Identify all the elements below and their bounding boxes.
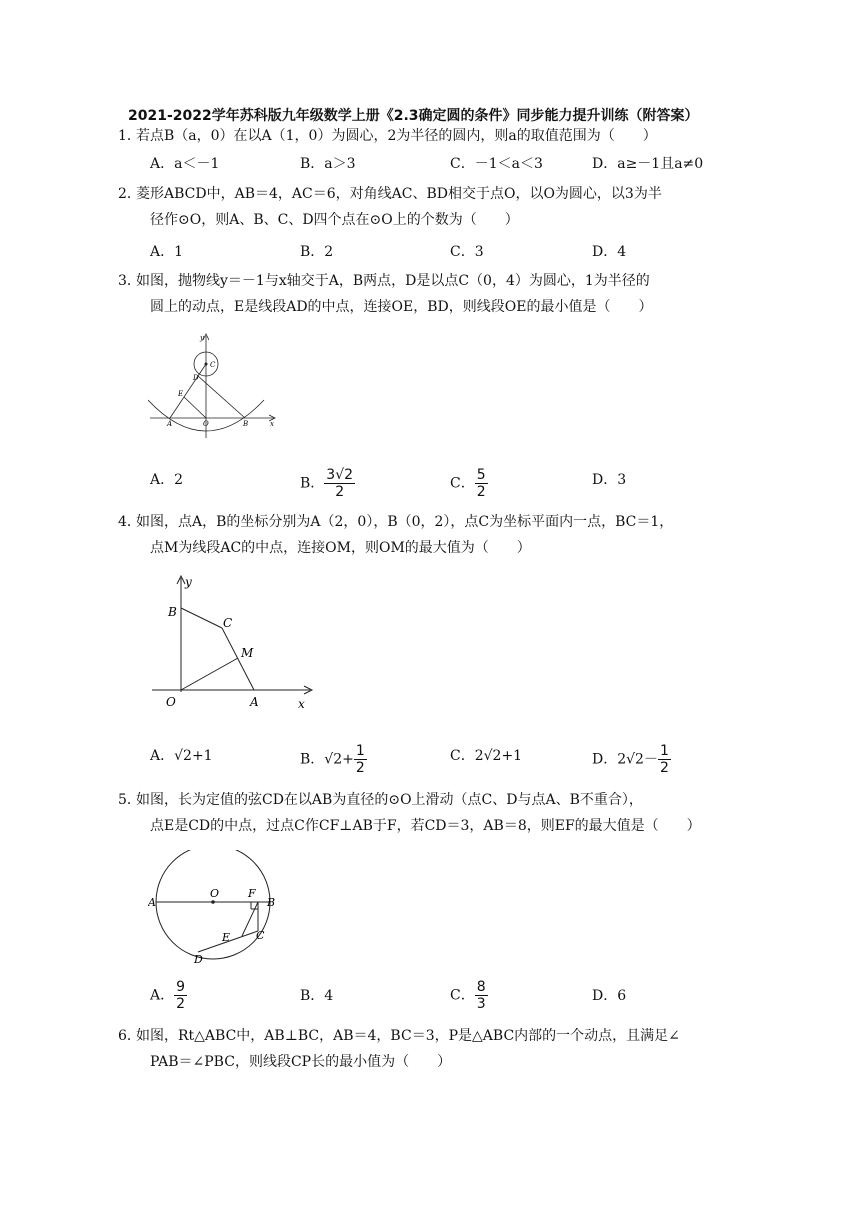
option-b[interactable]: B．√2+ $\frac{1}{2}$ [300, 743, 365, 776]
option-c[interactable]: C．－1＜a＜3 [450, 156, 543, 172]
question-text: 若点B（a，0）在以A（1，0）为圆心，2为半径的圆内，则a的取值范围为（ ） [136, 128, 657, 144]
fig-label-e: E [178, 390, 184, 398]
question-1 [118, 123, 748, 149]
option-b[interactable]: B．a＞3 [300, 156, 356, 172]
question-text: 如图，抛物线y＝－1与x轴交于A，B两点，D是以点C（0，4）为圆心，1为半径的 [136, 273, 650, 289]
fraction-numerator: 9 [176, 979, 186, 995]
option-a[interactable]: A． $\frac{9}{2}$ [150, 979, 186, 1012]
question-text-continued: PAB＝∠PBC，则线段CP长的最小值为（ ） [150, 1054, 452, 1070]
option-b[interactable]: B．2 [300, 244, 334, 260]
option-a[interactable]: A．√2+1 [150, 748, 213, 764]
question-5-options [150, 976, 750, 1016]
fig-label-c: C [210, 361, 216, 369]
fraction-numerator: 1 [659, 743, 669, 759]
question-text: 如图，点A，B的坐标分别为A（2，0），B（0，2），点C为坐标平面内一点，BC＝1， [136, 514, 674, 530]
fig-label-o: O [210, 887, 220, 900]
question-text: 菱形ABCD中，AB＝4，AC＝6，对角线AC、BD相交于点O，以O为圆心，以3为半 [136, 186, 662, 202]
fig-label-c: C [256, 929, 265, 942]
question-text: 如图，长为定值的弦CD在以AB为直径的⊙O上滑动（点C、D与点A、B不重合）， [136, 792, 643, 808]
option-d[interactable]: D．6 [592, 988, 627, 1004]
fraction-denominator: 2 [355, 760, 365, 776]
fig-label-a: A [148, 896, 156, 909]
fraction-denominator: 2 [659, 760, 669, 776]
option-b[interactable]: B．4 [300, 988, 334, 1004]
question-2-options [150, 239, 750, 269]
option-c[interactable]: C． $\frac{5}{2}$ [450, 467, 486, 500]
fig-label-x: x [270, 420, 274, 428]
fraction-denominator: 3 [476, 996, 486, 1012]
option-b[interactable]: B． $\frac{3√2}{2}$ [300, 467, 354, 500]
option-c[interactable]: C． $\frac{8}{3}$ [450, 979, 486, 1012]
fig-label-x: x [298, 697, 305, 711]
fig-label-o: O [203, 420, 209, 428]
fraction-denominator: 2 [476, 484, 486, 500]
fraction-denominator: 2 [335, 484, 345, 500]
figure-circle-chord [148, 850, 278, 968]
question-number: 1． [118, 128, 141, 144]
question-text-continued: 点E是CD的中点，过点C作CF⊥AB于F，若CD＝3，AB＝8，则EF的最大值是（ ） [150, 818, 701, 834]
option-d[interactable]: D．4 [592, 244, 627, 260]
fraction-numerator: 5 [476, 467, 486, 483]
fig-label-b: B [243, 420, 249, 428]
option-c[interactable]: C．2√2+1 [450, 748, 523, 764]
fig-label-d: D [194, 953, 203, 966]
fig-label-y: y [185, 575, 192, 589]
question-5 [118, 787, 748, 839]
document-title: 2021-2022学年苏科版九年级数学上册《2.3确定圆的条件》同步能力提升训练（附答案） [128, 108, 699, 124]
question-6 [118, 1023, 748, 1075]
question-text-continued: 圆上的动点，E是线段AD的中点，连接OE，BD，则线段OE的最小值是（ ） [150, 299, 653, 315]
fraction-numerator: 1 [355, 743, 365, 759]
fraction-numerator: 8 [476, 979, 486, 995]
question-number: 2． [118, 186, 141, 202]
fig-label-a: A [167, 420, 173, 428]
fig-label-f: F [248, 887, 256, 900]
question-number: 5． [118, 792, 141, 808]
question-text-continued: 径作⊙O，则A、B、C、D四个点在⊙O上的个数为（ ） [150, 212, 519, 228]
fig-label-a: A [250, 695, 259, 709]
question-text-continued: 点M为线段AC的中点，连接OM，则OM的最大值为（ ） [150, 540, 531, 556]
question-number: 4． [118, 514, 141, 530]
question-3 [118, 268, 748, 320]
fraction-denominator: 2 [176, 996, 186, 1012]
option-d[interactable]: D．2√2－ $\frac{1}{2}$ [592, 743, 669, 776]
option-a[interactable]: A．1 [150, 244, 184, 260]
option-d[interactable]: D．3 [592, 472, 627, 488]
fraction-numerator: 3√2 [326, 467, 354, 483]
figure-coordinate-points [150, 570, 320, 715]
option-a[interactable]: A．2 [150, 472, 184, 488]
option-a[interactable]: A．a＜－1 [150, 156, 220, 172]
question-number: 3． [118, 273, 141, 289]
question-number: 6． [118, 1028, 141, 1044]
question-1-options [150, 151, 750, 181]
fig-label-o: O [166, 695, 176, 709]
fig-label-b: B [168, 605, 177, 619]
option-c[interactable]: C．3 [450, 244, 484, 260]
fig-label-y: y [200, 334, 204, 342]
fig-label-c: C [223, 616, 233, 630]
question-text: 如图，Rt△ABC中，AB⊥BC，AB＝4，BC＝3，P是△ABC内部的一个动点，且满足∠ [136, 1028, 680, 1044]
fig-label-d: D [193, 374, 199, 382]
question-4-options [150, 740, 750, 780]
fig-label-e: E [222, 931, 231, 944]
option-d[interactable]: D．a≥－1且a≠0 [592, 156, 704, 172]
fig-label-m: M [241, 646, 254, 660]
question-2 [118, 181, 748, 233]
fig-label-b: B [267, 896, 276, 909]
question-3-options [150, 462, 750, 502]
figure-parabola-circle [148, 330, 278, 440]
question-4 [118, 509, 748, 561]
